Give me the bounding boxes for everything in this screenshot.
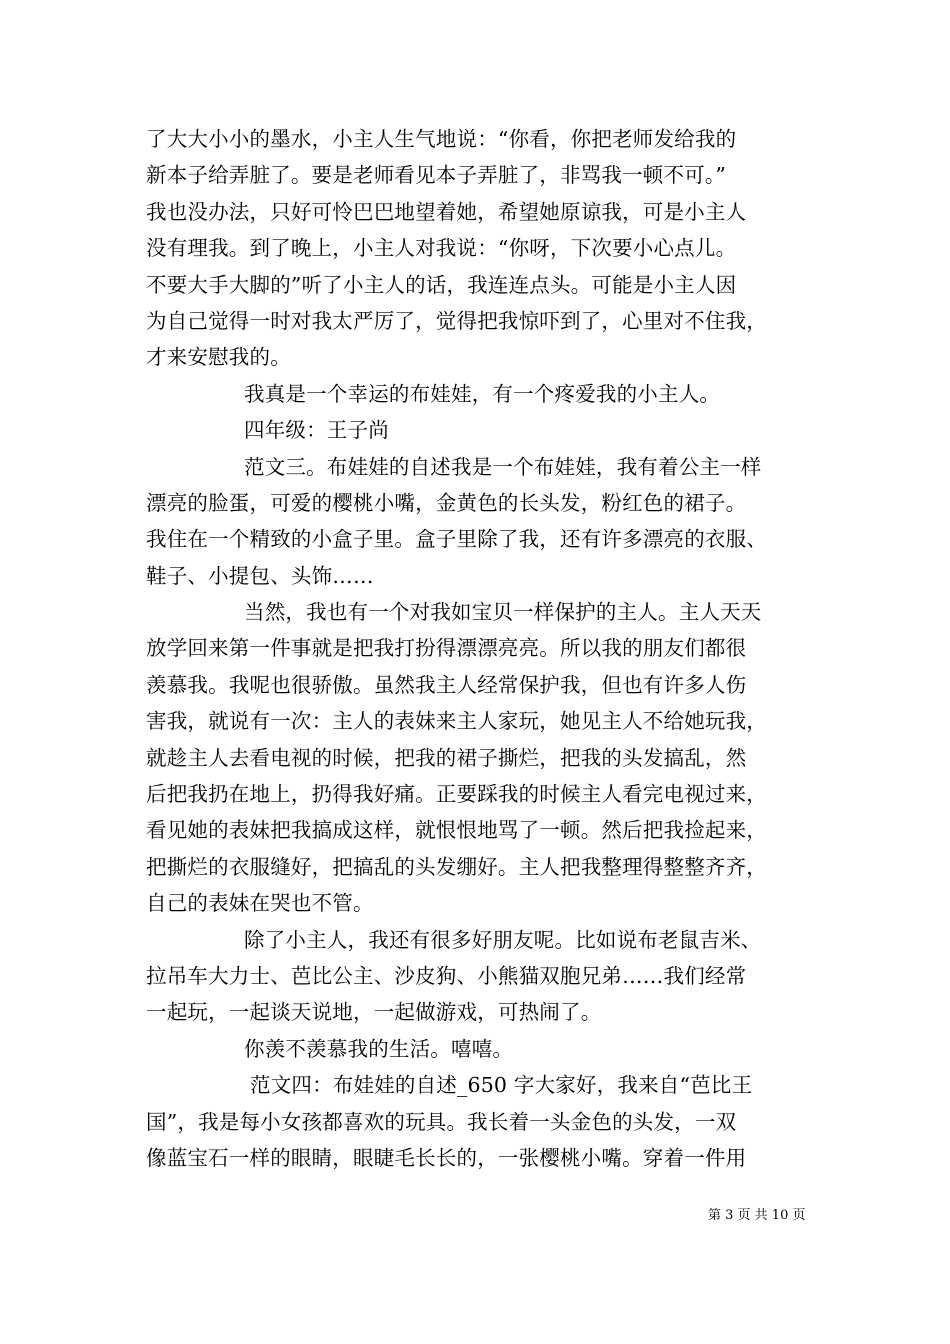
text-line: 鞋子、小提包、头饰…… [146, 563, 374, 588]
text-line: 我住在一个精致的小盒子里。盒子里除了我，还有许多漂亮的衣服、 [146, 527, 767, 552]
text-line: 新本子给弄脏了。要是老师看见本子弄脏了，非骂我一顿不可。” [146, 163, 727, 188]
page-number-footer: 第 3 页 共 10 页 [708, 1208, 806, 1223]
text-line: 为自己觉得一时对我太严厉了，觉得把我惊吓到了，心里对不住我， [146, 308, 767, 333]
text-line: 了大大小小的墨水，小主人生气地说：“你看，你把老师发给我的 [146, 127, 737, 151]
text-line: 国”，我是每小女孩都喜欢的玩具。我长着一头金色的头发，一双 [146, 1109, 737, 1134]
text-line: 当然，我也有一个对我如宝贝一样保护的主人。主人天天 [244, 600, 762, 625]
text-line: 放学回来第一件事就是把我打扮得漂漂亮亮。所以我的朋友们都很 [146, 636, 747, 661]
author-line: 四年级：王子尚 [244, 418, 389, 443]
text-line: 范文四：布娃娃的自述_650 字大家好，我来自“芭比王 [250, 1073, 753, 1098]
text-line: 像蓝宝石一样的眼睛，眼睫毛长长的，一张樱桃小嘴。穿着一件用 [146, 1145, 747, 1170]
text-line: 一起玩，一起谈天说地，一起做游戏，可热闹了。 [146, 1000, 602, 1025]
document-body [146, 121, 806, 1176]
text-line: 自己的表妹在哭也不管。 [146, 891, 374, 916]
text-line: 我也没办法，只好可怜巴巴地望着她，希望她原谅我，可是小主人 [146, 199, 747, 224]
text-line: 后把我扔在地上，扔得我好痛。正要踩我的时候主人看完电视过来， [146, 782, 767, 807]
text-line: 看见她的表妹把我搞成这样，就恨恨地骂了一顿。然后把我捡起来， [146, 818, 767, 843]
text-line: 才来安慰我的。 [146, 345, 291, 370]
text-line: 不要大手大脚的”听了小主人的话，我连连点头。可能是小主人因 [146, 272, 737, 297]
text-line: 漂亮的脸蛋，可爱的樱桃小嘴，金黄色的长头发，粉红色的裙子。 [146, 490, 747, 515]
text-line: 把撕烂的衣服缝好，把搞乱的头发绷好。主人把我整理得整整齐齐， [146, 854, 767, 879]
text-line: 你羡不羡慕我的生活。嘻嘻。 [244, 1036, 514, 1061]
text-line: 我真是一个幸运的布娃娃，有一个疼爱我的小主人。 [244, 381, 721, 406]
text-line: 范文三。布娃娃的自述我是一个布娃娃，我有着公主一样 [244, 454, 762, 479]
text-line: 拉吊车大力士、芭比公主、沙皮狗、小熊猫双胞兄弟……我们经常 [146, 963, 747, 988]
text-line: 没有理我。到了晚上，小主人对我说：“你呀，下次要小心点儿。 [146, 236, 737, 261]
text-line: 就趁主人去看电视的时候，把我的裙子撕烂，把我的头发搞乱，然 [146, 745, 747, 770]
text-line: 害我，就说有一次：主人的表妹来主人家玩，她见主人不给她玩我， [146, 709, 767, 734]
text-line: 羡慕我。我呢也很骄傲。虽然我主人经常保护我，但也有许多人伤 [146, 672, 747, 697]
text-line: 除了小主人，我还有很多好朋友呢。比如说布老鼠吉米、 [244, 927, 762, 952]
